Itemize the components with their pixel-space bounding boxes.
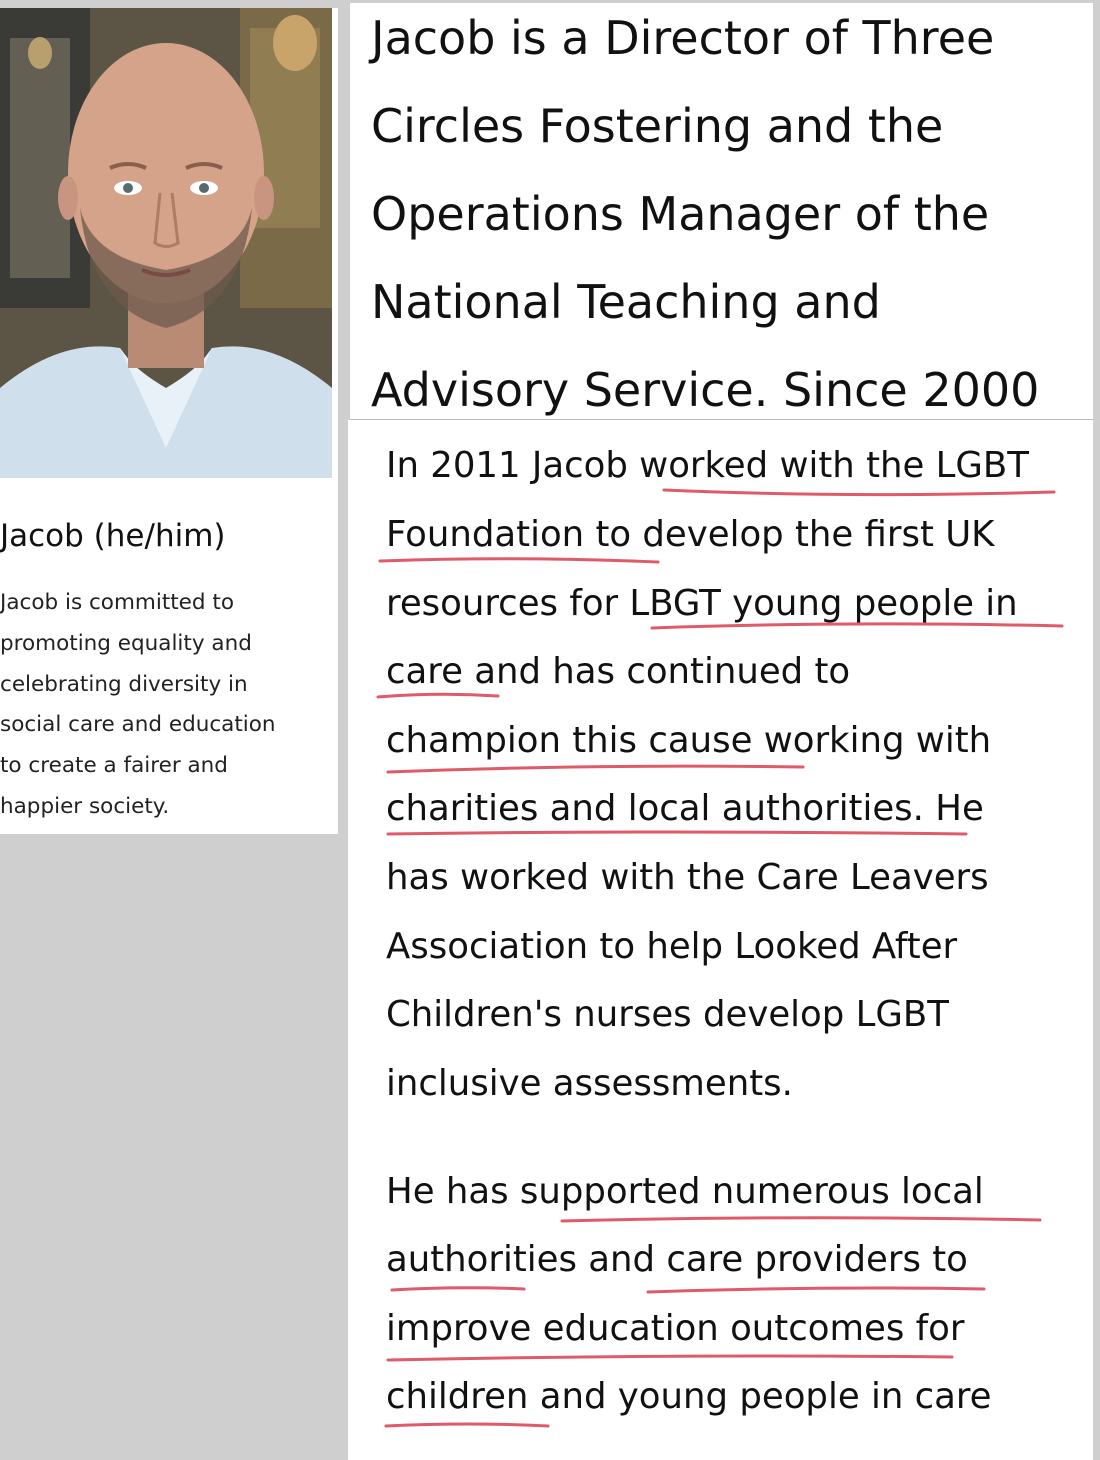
bio-line: celebrating diversity in: [0, 672, 248, 697]
annotation-underline: [388, 1356, 952, 1360]
profile-card: [0, 8, 338, 834]
paragraph-line: In 2011 Jacob worked with the LGBT: [386, 445, 1029, 486]
intro-line: National Teaching and: [371, 275, 881, 329]
intro-line: Operations Manager of the: [371, 187, 990, 241]
annotation-underline: [378, 694, 498, 697]
annotation-underline: [648, 1288, 984, 1292]
annotation-underline: [652, 624, 1062, 628]
intro-line: Advisory Service. Since 2000: [371, 363, 1040, 417]
annotation-underline: [392, 1288, 524, 1290]
paragraph-line: champion this cause working with: [386, 720, 992, 761]
annotation-underline: [388, 766, 803, 772]
paragraph-line: He has supported numerous local: [386, 1171, 984, 1212]
annotation-underline: [664, 490, 1054, 495]
bio-line: to create a fairer and: [0, 753, 228, 778]
paragraph-line: resources for LBGT young people in: [386, 583, 1018, 624]
intro-panel: [350, 3, 1093, 420]
portrait-photo: [0, 8, 332, 478]
paragraph-line: improve education outcomes for: [386, 1308, 965, 1349]
bio-line: social care and education: [0, 712, 276, 737]
bio-line: happier society.: [0, 794, 170, 819]
paragraph-line: authorities and care providers to: [386, 1239, 968, 1280]
paragraph-line: Foundation to develop the first UK: [386, 514, 995, 555]
paragraph-line: care and has continued to: [386, 651, 851, 692]
paragraph-line: children and young people in care: [386, 1376, 992, 1417]
bio-line: promoting equality and: [0, 631, 252, 656]
paragraph-line: Children's nurses develop LGBT: [386, 994, 949, 1035]
paragraph-line: charities and local authorities. He: [386, 788, 984, 829]
bio-line: Jacob is committed to: [0, 590, 234, 615]
paragraph-line: Association to help Looked After: [386, 926, 958, 967]
annotation-underline: [380, 559, 658, 562]
paragraph-line: has worked with the Care Leavers: [386, 857, 989, 898]
paragraph-line: inclusive assessments.: [386, 1063, 793, 1104]
intro-line: Jacob is a Director of Three: [371, 11, 995, 65]
intro-line: Circles Fostering and the: [371, 99, 944, 153]
annotation-underline: [388, 832, 966, 834]
portrait-icon: [0, 8, 332, 478]
biography-panel: [348, 420, 1093, 1460]
annotation-underline: [386, 1424, 548, 1426]
annotation-underline: [562, 1218, 1040, 1221]
person-name: Jacob (he/him): [0, 518, 226, 554]
